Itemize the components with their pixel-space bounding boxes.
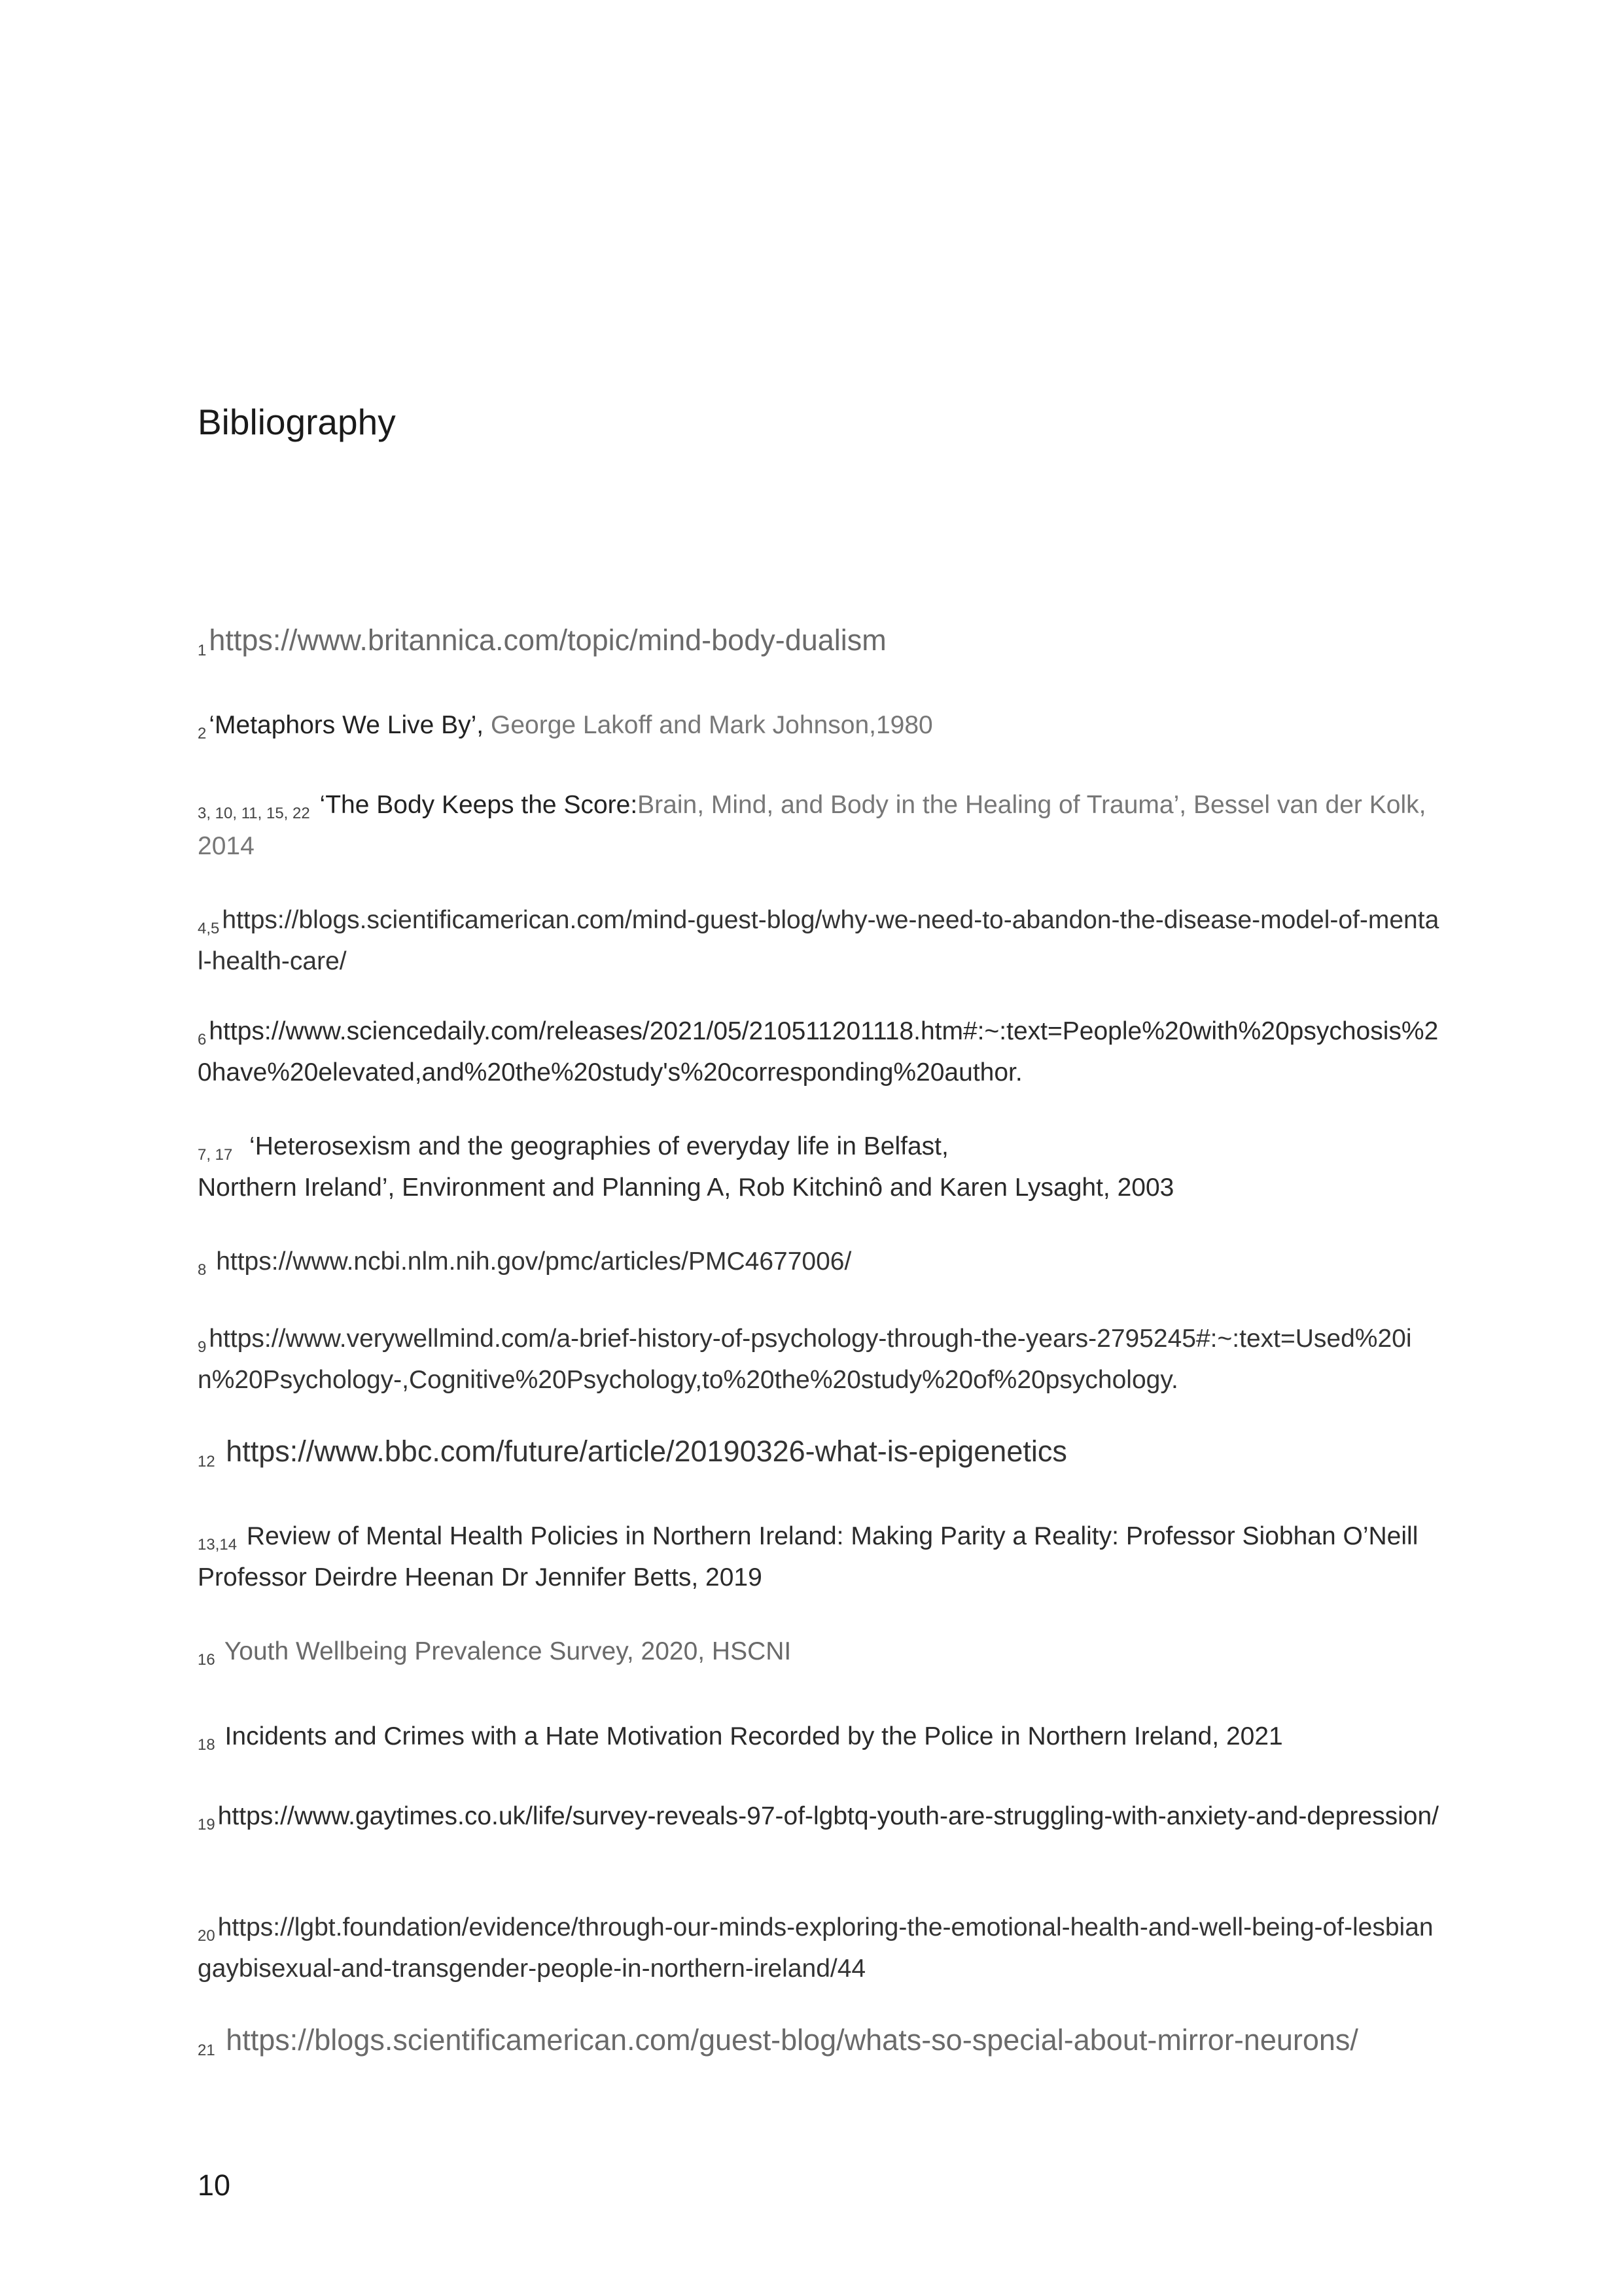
entry-line-2: Northern Ireland’, Environment and Planning A, Rob Kitchinô and Karen Lysaght, 2003 [198, 1174, 1174, 1202]
footnote-number: 12 [198, 1453, 215, 1470]
bibliography-entry-14 [198, 1909, 1441, 1988]
bibliography-entry-3 [198, 786, 1441, 865]
entry-text: https://www.ncbi.nlm.nih.gov/pmc/articles/PMC4677006/ [209, 1247, 852, 1276]
footnote-number: 7, 17 [198, 1146, 233, 1164]
footnote-number: 4,5 [198, 920, 220, 937]
entry-authors: George Lakoff and Mark Johnson,1980 [484, 711, 933, 739]
entry-title: ‘Metaphors We Live By’, [209, 711, 484, 739]
entry-line-1: ‘Heterosexism and the geographies of everyday life in Belfast, [235, 1132, 949, 1160]
entry-details: Brain, Mind, and Body in the Healing of Trauma’, Bessel van der Kolk, 2014 [198, 791, 1426, 860]
entry-text: Youth Wellbeing Prevalence Survey, 2020, HSCNI [217, 1637, 792, 1665]
footnote-number: 9 [198, 1338, 207, 1356]
footnote-number: 13,14 [198, 1536, 238, 1554]
footnote-number: 1 [198, 642, 207, 659]
bibliography-entry-15 [198, 2021, 1441, 2064]
entry-text: https://blogs.scientificamerican.com/guest-blog/whats-so-special-about-mirror-neurons/ [217, 2023, 1358, 2057]
footnote-number: 6 [198, 1031, 207, 1049]
entry-text: https://www.britannica.com/topic/mind-body-dualism [209, 623, 887, 657]
page-number: 10 [198, 2168, 231, 2202]
entry-text: Review of Mental Health Policies in Northern Ireland: Making Parity a Reality: Professor Siobhan O’Neill Professor Deirdre Heenan Dr Jennifer Betts, 2019 [198, 1522, 1419, 1592]
page-title: Bibliography [198, 402, 396, 442]
bibliography-entry-6 [198, 1128, 1441, 1207]
footnote-number: 16 [198, 1651, 215, 1669]
bibliography-entry-12 [198, 1718, 1441, 1759]
entry-text: https://www.bbc.com/future/article/20190326-what-is-epigenetics [217, 1435, 1067, 1468]
bibliography-entry-8 [198, 1320, 1441, 1399]
bibliography-entry-2 [198, 706, 1441, 748]
footnote-number: 8 [198, 1261, 207, 1279]
entry-text: Incidents and Crimes with a Hate Motivation Recorded by the Police in Northern Ireland, 2021 [217, 1722, 1283, 1750]
bibliography-entry-1 [198, 621, 1441, 665]
bibliography-entry-4 [198, 901, 1441, 981]
bibliography-entry-13 [198, 1798, 1441, 1839]
footnote-number: 3, 10, 11, 15, 22 [198, 805, 310, 822]
entry-text: https://blogs.scientificamerican.com/mind-guest-blog/why-we-need-to-abandon-the-disease-model-of-mental-health-care/ [198, 906, 1439, 975]
entry-text: https://lgbt.foundation/evidence/through-our-minds-exploring-the-emotional-health-and-well-being-of-lesbiangaybisexual-and-transgender-people-in-northern-ireland/44 [198, 1913, 1434, 1983]
footnote-number: 18 [198, 1736, 215, 1754]
entry-title: ‘The Body Keeps the Score: [312, 791, 638, 819]
bibliography-entry-5 [198, 1013, 1441, 1092]
entry-text: https://www.gaytimes.co.uk/life/survey-reveals-97-of-lgbtq-youth-are-struggling-with-anxiety-and-depression/ [217, 1802, 1439, 1830]
bibliography-entry-10 [198, 1518, 1441, 1597]
entry-text: https://www.verywellmind.com/a-brief-history-of-psychology-through-the-years-2795245#:~:text=Used%20in%20Psychology-,Cognitive%20Psychology,to%20the%20study%20of%20psychology. [198, 1325, 1412, 1394]
bibliography-entry-11 [198, 1633, 1441, 1674]
footnote-number: 21 [198, 2042, 215, 2059]
bibliography-entry-9 [198, 1433, 1441, 1476]
bibliography-entry-7 [198, 1243, 1441, 1284]
footnote-number: 20 [198, 1927, 215, 1945]
footnote-number: 19 [198, 1816, 215, 1834]
footnote-number: 2 [198, 725, 207, 742]
entry-text: https://www.sciencedaily.com/releases/2021/05/210511201118.htm#:~:text=People%20with%20psychosis%20have%20elevated,and%20the%20study's%20corresponding%20author. [198, 1017, 1439, 1087]
